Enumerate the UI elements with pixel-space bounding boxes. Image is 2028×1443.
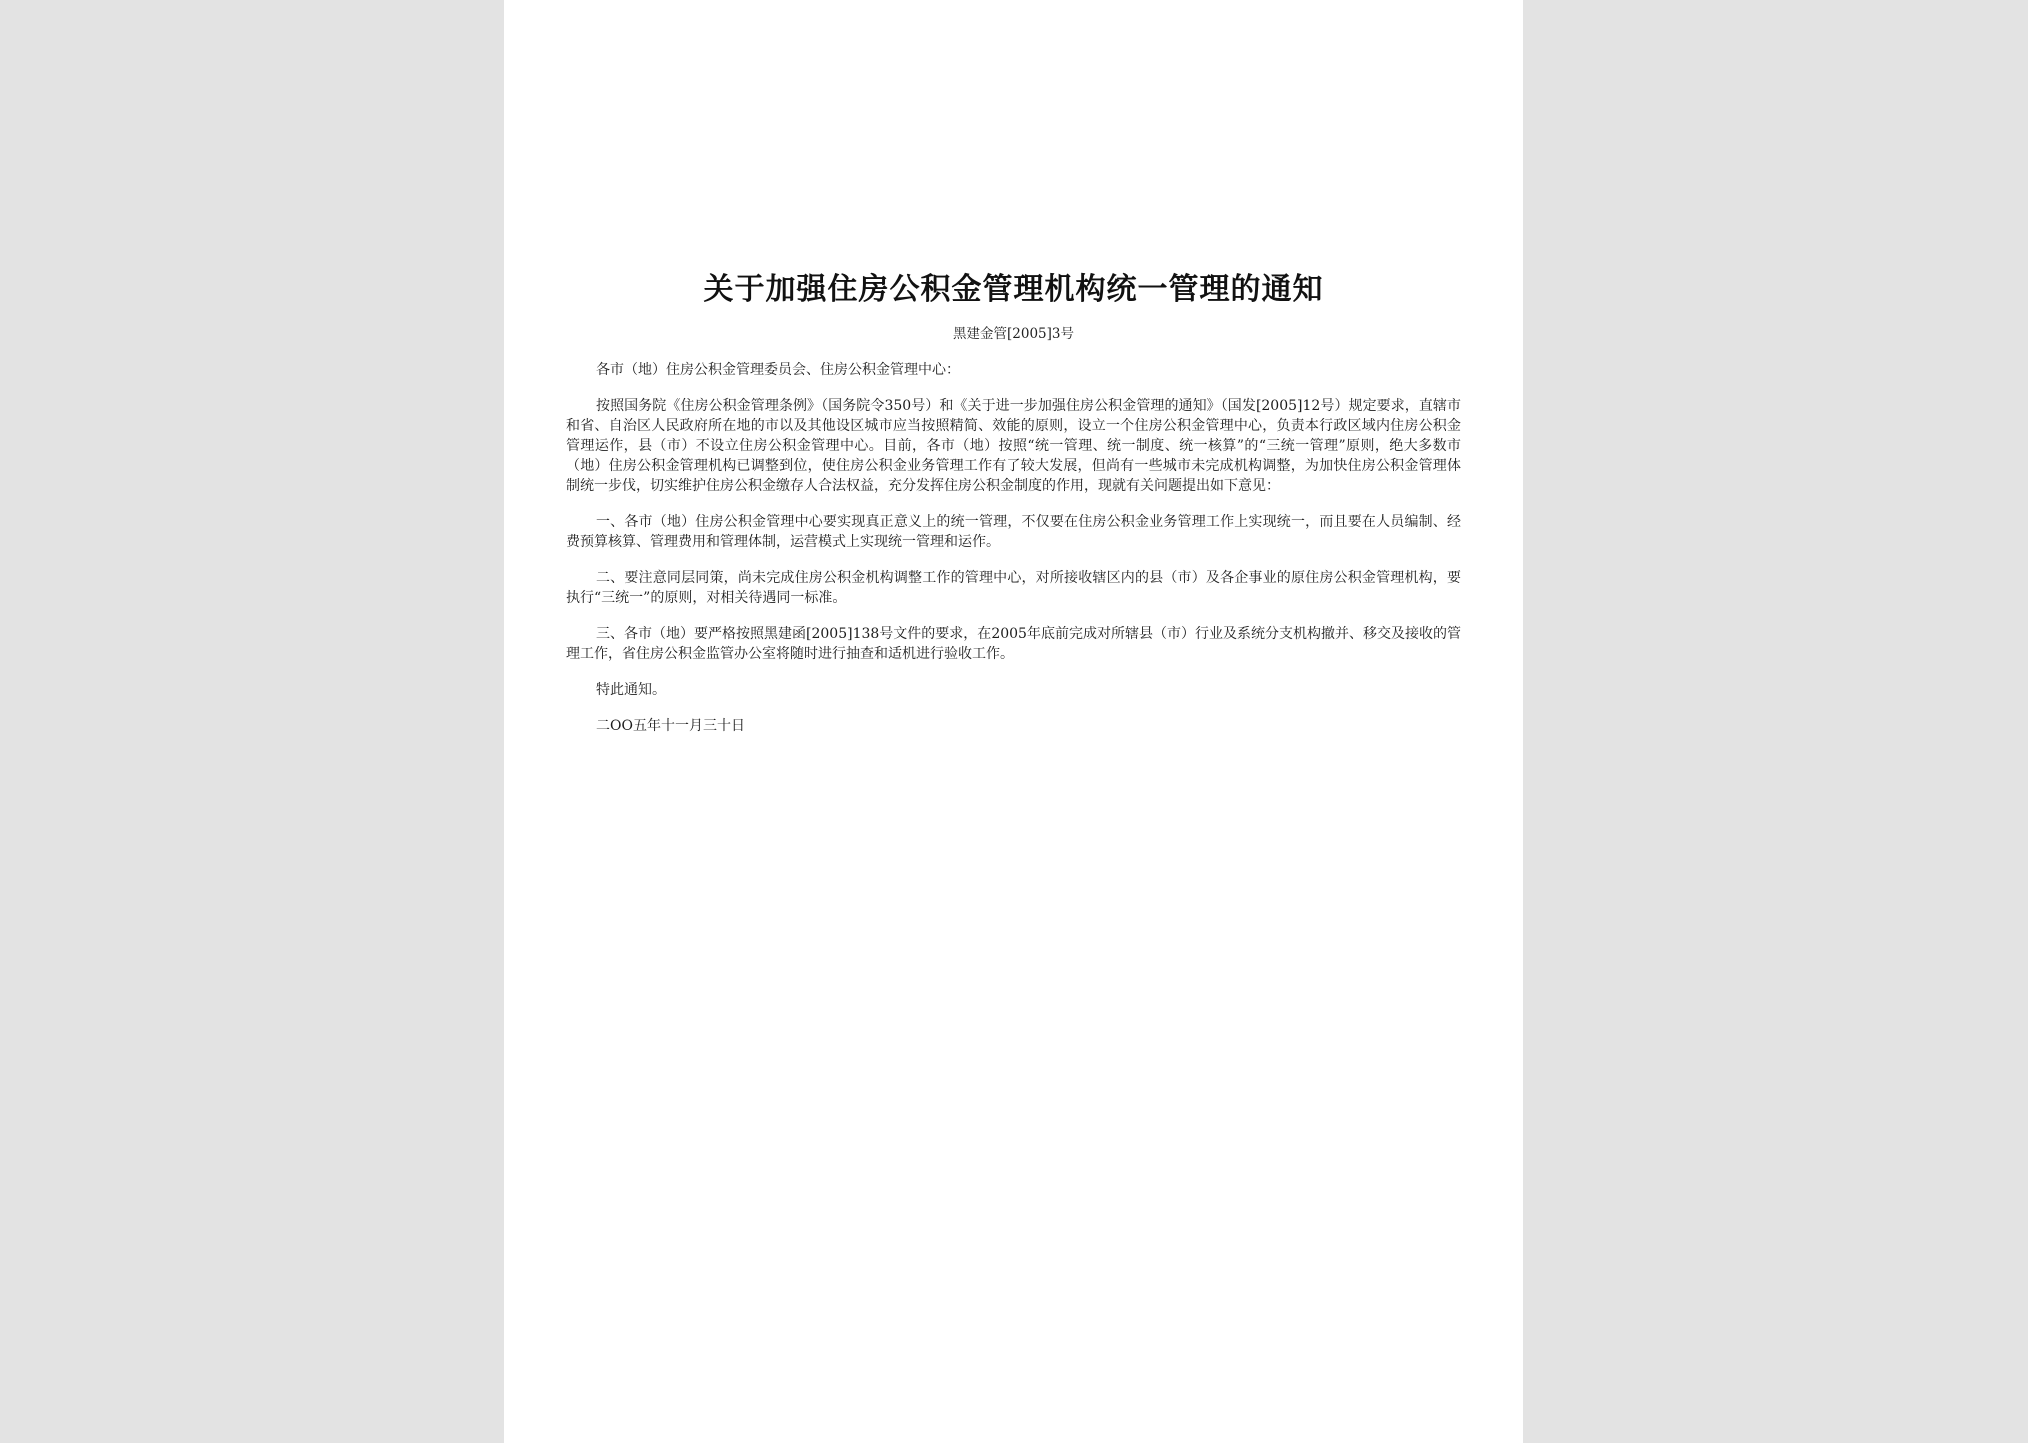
- document-number: 黑建金管[2005]3号: [953, 326, 1074, 342]
- paragraph-item-2: 二、要注意同层同策，尚未完成住房公积金机构调整工作的管理中心，对所接收辖区内的县（市）及各企事业的原住房公积金管理机构，要执行“三统一”的原则，对相关待遇同一标准。: [566, 570, 1461, 606]
- document-title: 关于加强住房公积金管理机构统一管理的通知: [703, 272, 1324, 307]
- paragraph-item-1: 一、各市（地）住房公积金管理中心要实现真正意义上的统一管理，不仅要在住房公积金业务管理工作上实现统一，而且要在人员编制、经费预算核算、管理费用和管理体制，运营模式上实现统一管理和运作。: [566, 514, 1461, 550]
- paragraph-intro: 按照国务院《住房公积金管理条例》（国务院令350号）和《关于进一步加强住房公积金管理的通知》（国发[2005]12号）规定要求，直辖市和省、自治区人民政府所在地的市以及其他设区城市应当按照精简、效能的原则，设立一个住房公积金管理中心，负责本行政区域内住房公积金管理运作，县（市）不设立住房公积金管理中心。目前，各市（地）按照“统一管理、统一制度、统一核算”的“三统一管理”原则，绝大多数市（地）住房公积金管理机构已调整到位，使住房公积金业务管理工作有了较大发展，但尚有一些城市未完成机构调整，为加快住房公积金管理体制统一步伐，切实维护住房公积金缴存人合法权益，充分发挥住房公积金制度的作用，现就有关问题提出如下意见：: [566, 398, 1461, 494]
- document-page: [504, 0, 1523, 1443]
- document-content: [566, 270, 1461, 736]
- salutation: 各市（地）住房公积金管理委员会、住房公积金管理中心：: [596, 362, 960, 378]
- closing-line: 特此通知。: [596, 682, 666, 698]
- paragraph-item-3: 三、各市（地）要严格按照黑建函[2005]138号文件的要求，在2005年底前完成对所辖县（市）行业及系统分支机构撤并、移交及接收的管理工作，省住房公积金监管办公室将随时进行抽查和适机进行验收工作。: [566, 626, 1461, 662]
- document-date: 二OO五年十一月三十日: [596, 718, 745, 734]
